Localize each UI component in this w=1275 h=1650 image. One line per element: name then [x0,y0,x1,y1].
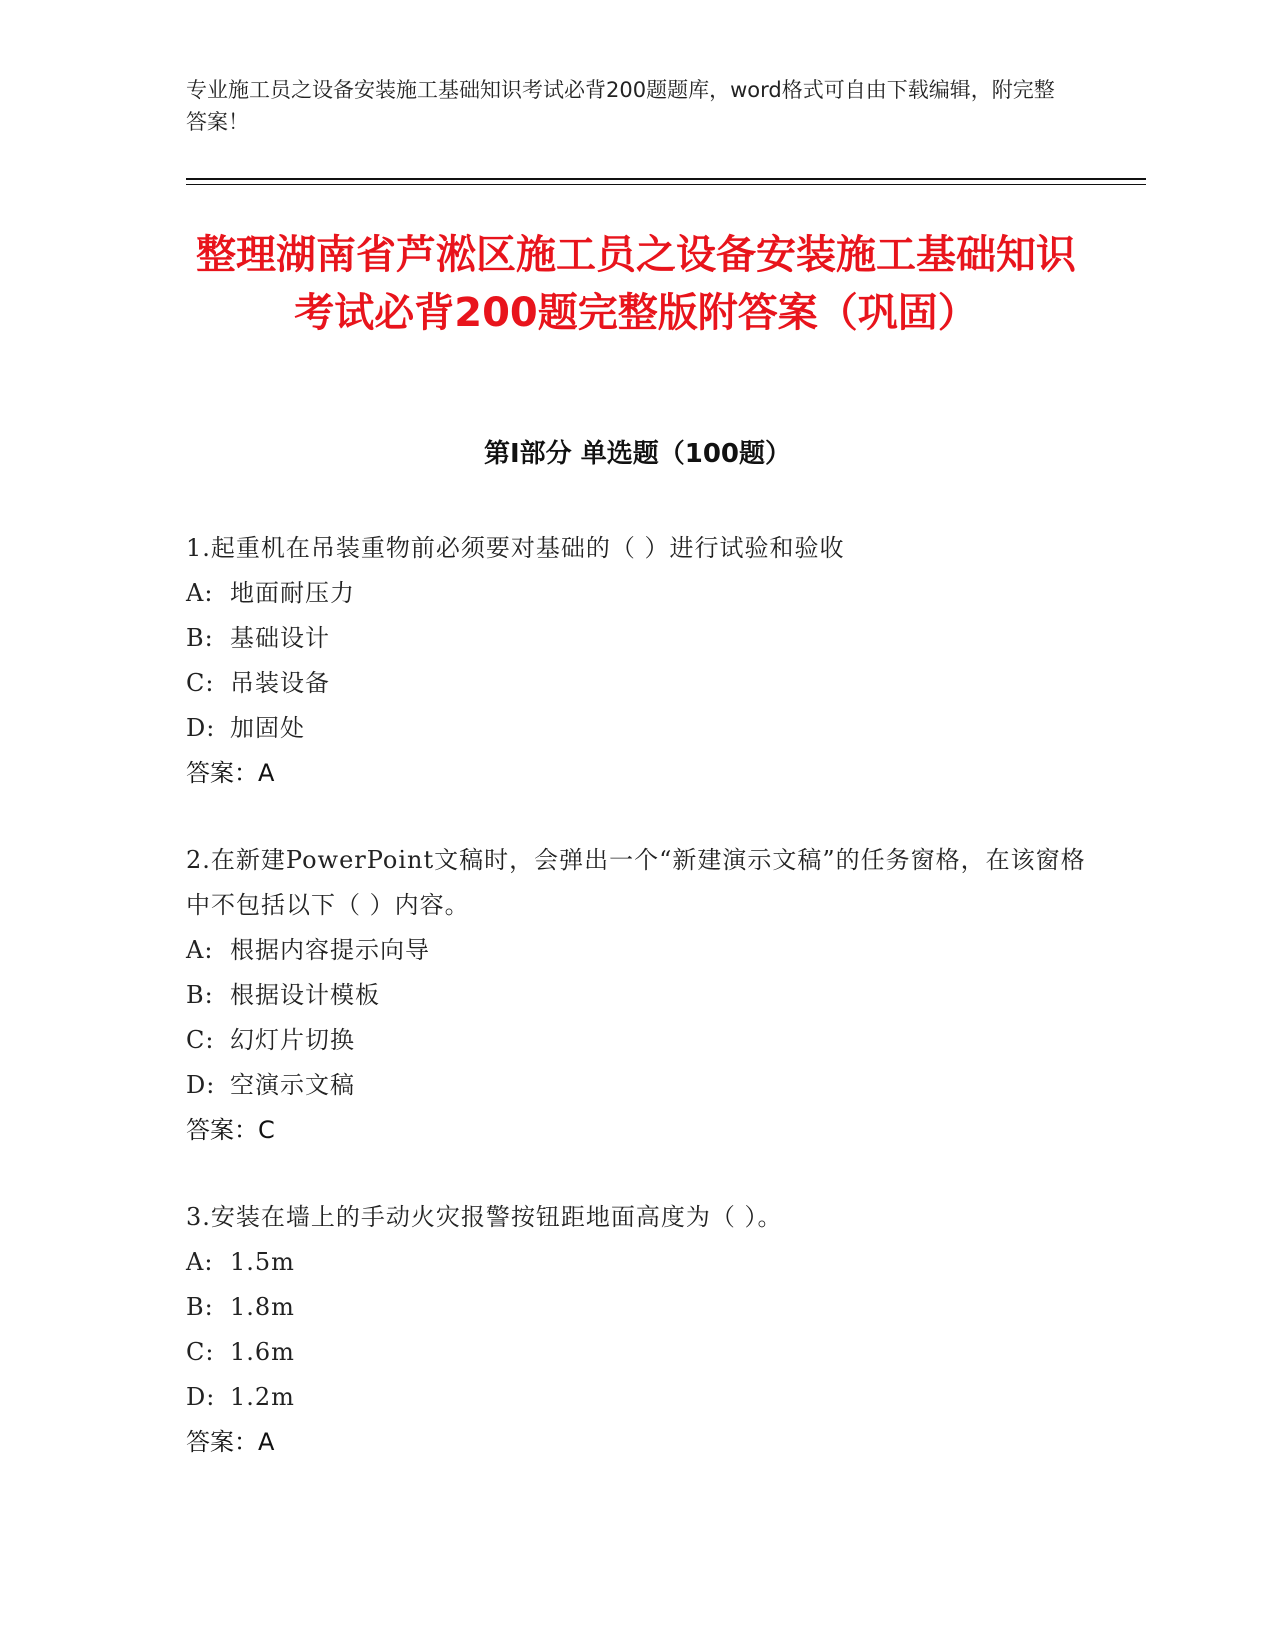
header-note: 专业施工员之设备安装施工基础知识考试必背200题题库，word格式可自由下载编辑，附完整答案！ [186,78,1055,134]
option-text: 基础设计 [230,624,330,652]
option-text: 加固处 [230,714,305,742]
option-letter: C: [186,1338,215,1366]
option-b [186,616,1086,661]
question-2 [186,838,1086,1153]
question-list [186,526,1086,1507]
option-b [186,973,1086,1018]
option-text: 幻灯片切换 [230,1026,355,1054]
option-letter: B: [186,624,214,652]
option-letter: A: [186,579,214,607]
option-a [186,928,1086,973]
option-letter: D: [186,1383,216,1411]
option-a [186,1240,1086,1285]
option-letter: B: [186,1293,214,1321]
question-stem: 1.起重机在吊装重物前必须要对基础的（ ）进行试验和验收 [186,534,845,562]
option-d [186,1063,1086,1108]
option-letter: B: [186,981,214,1009]
answer-line: 答案：C [186,1116,275,1144]
header-divider-thin [186,184,1146,185]
option-letter: A: [186,1248,214,1276]
option-letter: D: [186,1071,216,1099]
option-text: 1.2m [230,1383,295,1411]
option-text: 1.8m [230,1293,295,1321]
question-3 [186,1195,1086,1465]
option-b [186,1285,1086,1330]
option-text: 空演示文稿 [230,1071,355,1099]
option-c [186,661,1086,706]
option-letter: C: [186,669,215,697]
question-1 [186,526,1086,796]
option-text: 1.6m [230,1338,295,1366]
option-letter: D: [186,714,216,742]
option-text: 1.5m [230,1248,295,1276]
answer-line: 答案：A [186,1428,275,1456]
option-letter: C: [186,1026,215,1054]
option-letter: A: [186,936,214,964]
answer-line: 答案：A [186,759,275,787]
question-stem: 3.安装在墙上的手动火灾报警按钮距地面高度为（ ）。 [186,1203,783,1231]
option-d [186,706,1086,751]
option-text: 地面耐压力 [230,579,355,607]
option-text: 根据设计模板 [230,981,380,1009]
section-title: 第I部分 单选题（100题） [484,439,791,469]
option-c [186,1330,1086,1375]
option-text: 吊装设备 [230,669,330,697]
document-title: 整理湖南省芦淞区施工员之设备安装施工基础知识考试必背200题完整版附答案（巩固） [196,232,1076,336]
option-a [186,571,1086,616]
option-text: 根据内容提示向导 [230,936,430,964]
question-stem: 2.在新建PowerPoint文稿时，会弹出一个“新建演示文稿”的任务窗格，在该窗格中不包括以下（ ）内容。 [186,846,1086,919]
option-c [186,1018,1086,1063]
option-d [186,1375,1086,1420]
header-divider-thick [186,178,1146,180]
